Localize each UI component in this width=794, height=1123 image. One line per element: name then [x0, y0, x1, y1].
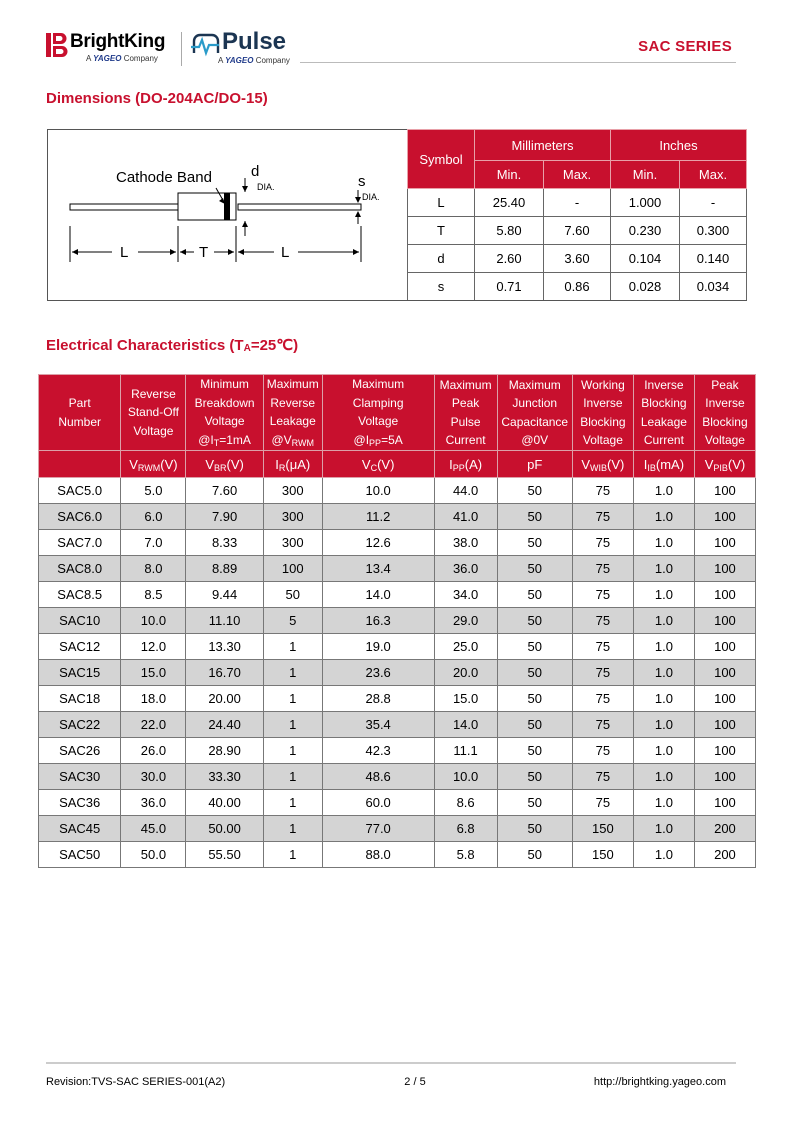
cell-vwib: 75 [572, 634, 633, 660]
cell-ir: 100 [263, 556, 322, 582]
cell-ipp: 44.0 [434, 478, 497, 504]
cell-part: SAC6.0 [39, 504, 121, 530]
cell-ipp: 14.0 [434, 712, 497, 738]
cell-ipp: 25.0 [434, 634, 497, 660]
footer-rule [46, 1062, 736, 1064]
cell-cj: 50 [497, 530, 572, 556]
hdr-iib: Inverse Blocking Leakage Current [633, 375, 694, 451]
cell-cj: 50 [497, 764, 572, 790]
cell-vbr: 28.90 [186, 738, 263, 764]
electrical-row [39, 790, 756, 816]
cell-vpib: 100 [694, 764, 755, 790]
dimension-row [408, 245, 747, 273]
pulse-name: Pulse [222, 28, 287, 55]
cell-vc: 42.3 [322, 738, 434, 764]
cell-ir: 5 [263, 608, 322, 634]
cell-vc: 88.0 [322, 842, 434, 868]
cell-vc: 28.8 [322, 686, 434, 712]
cell-iib: 1.0 [633, 582, 694, 608]
dimension-cell-in-min: 1.000 [611, 189, 680, 217]
cathode-band [224, 193, 230, 220]
inches-header: Inches [611, 130, 747, 161]
electrical-row [39, 608, 756, 634]
cell-ir: 300 [263, 478, 322, 504]
dimensions-table [407, 129, 747, 301]
cell-vc: 10.0 [322, 478, 434, 504]
cell-ir: 300 [263, 530, 322, 556]
cell-ipp: 6.8 [434, 816, 497, 842]
cell-part: SAC15 [39, 660, 121, 686]
cell-vwib: 75 [572, 556, 633, 582]
dimension-cell-in-max: - [680, 189, 747, 217]
cell-ir: 300 [263, 504, 322, 530]
cell-vc: 11.2 [322, 504, 434, 530]
cell-vbr: 55.50 [186, 842, 263, 868]
cell-ipp: 8.6 [434, 790, 497, 816]
lead-left [70, 204, 178, 210]
electrical-row [39, 816, 756, 842]
cell-iib: 1.0 [633, 504, 694, 530]
cell-vbr: 24.40 [186, 712, 263, 738]
cell-part: SAC10 [39, 608, 121, 634]
cell-ipp: 10.0 [434, 764, 497, 790]
cell-vrwm: 15.0 [121, 660, 186, 686]
electrical-row [39, 686, 756, 712]
in-max-header: Max. [680, 161, 747, 189]
cell-iib: 1.0 [633, 660, 694, 686]
cell-vc: 13.4 [322, 556, 434, 582]
cell-vc: 12.6 [322, 530, 434, 556]
cell-cj: 50 [497, 504, 572, 530]
d-dia-label: DIA. [257, 182, 275, 192]
cell-part: SAC8.5 [39, 582, 121, 608]
s-label: s [358, 173, 366, 190]
dimension-cell-mm-max: 0.86 [544, 273, 611, 301]
cell-vrwm: 12.0 [121, 634, 186, 660]
cell-iib: 1.0 [633, 608, 694, 634]
dimensions-title: Dimensions (DO-204AC/DO-15) [46, 90, 268, 107]
unit-iib: $I_{IB}(mA)$ [633, 451, 694, 478]
cell-cj: 50 [497, 738, 572, 764]
hdr-cj: Maximum Junction Capacitance @0V [497, 375, 572, 451]
dimensions-bottom-rule [47, 300, 747, 301]
cell-part: SAC45 [39, 816, 121, 842]
cell-vwib: 150 [572, 816, 633, 842]
cell-vrwm: 50.0 [121, 842, 186, 868]
cell-cj: 50 [497, 686, 572, 712]
cell-ipp: 5.8 [434, 842, 497, 868]
cell-ir: 1 [263, 842, 322, 868]
hdr-vrwm: Reverse Stand-Off Voltage [121, 375, 186, 451]
cell-part: SAC36 [39, 790, 121, 816]
footer-url: http://brightking.yageo.com [593, 1076, 726, 1088]
cell-part: SAC22 [39, 712, 121, 738]
footer-revision: Revision:TVS-SAC SERIES-001(A2) [46, 1076, 226, 1088]
dimension-cell-mm-max: - [544, 189, 611, 217]
cell-part: SAC7.0 [39, 530, 121, 556]
brightking-mark-icon [46, 33, 68, 57]
cell-vc: 48.6 [322, 764, 434, 790]
cell-cj: 50 [497, 842, 572, 868]
unit-vrwm: $V_{RWM}(V)$ [121, 451, 186, 478]
dimension-row [408, 189, 747, 217]
dimension-cell-in-max: 0.140 [680, 245, 747, 273]
cell-vwib: 150 [572, 842, 633, 868]
cell-vbr: 16.70 [186, 660, 263, 686]
electrical-table [38, 374, 756, 868]
l-left-label: L [120, 244, 129, 261]
cell-iib: 1.0 [633, 816, 694, 842]
cell-vc: 35.4 [322, 712, 434, 738]
dimension-cell-mm-min: 0.71 [475, 273, 544, 301]
cell-iib: 1.0 [633, 556, 694, 582]
cell-vc: 77.0 [322, 816, 434, 842]
cell-vpib: 200 [694, 816, 755, 842]
cell-ir: 50 [263, 582, 322, 608]
cell-vbr: 7.90 [186, 504, 263, 530]
electrical-units-row [39, 451, 756, 478]
electrical-row [39, 634, 756, 660]
t-label: T [199, 244, 209, 261]
cell-vwib: 75 [572, 686, 633, 712]
cell-vwib: 75 [572, 504, 633, 530]
dimension-cell-in-min: 0.230 [611, 217, 680, 245]
cell-vrwm: 26.0 [121, 738, 186, 764]
cell-vc: 16.3 [322, 608, 434, 634]
cell-vrwm: 22.0 [121, 712, 186, 738]
cell-cj: 50 [497, 634, 572, 660]
electrical-row [39, 712, 756, 738]
cell-vpib: 100 [694, 634, 755, 660]
cell-vrwm: 45.0 [121, 816, 186, 842]
cell-iib: 1.0 [633, 634, 694, 660]
cell-cj: 50 [497, 712, 572, 738]
cell-vrwm: 8.0 [121, 556, 186, 582]
cell-vpib: 100 [694, 790, 755, 816]
cell-ir: 1 [263, 764, 322, 790]
cell-vrwm: 36.0 [121, 790, 186, 816]
unit-ir: $I_R(\mu A)$ [263, 451, 322, 478]
cell-vpib: 100 [694, 556, 755, 582]
cell-vwib: 75 [572, 764, 633, 790]
cell-cj: 50 [497, 608, 572, 634]
cell-ir: 1 [263, 790, 322, 816]
unit-vbr: $V_{BR}(V)$ [186, 451, 263, 478]
cell-vwib: 75 [572, 478, 633, 504]
cell-vpib: 100 [694, 712, 755, 738]
cell-part: SAC18 [39, 686, 121, 712]
cell-vbr: 8.33 [186, 530, 263, 556]
package-drawing-box [47, 129, 407, 301]
cell-vwib: 75 [572, 582, 633, 608]
cell-vpib: 100 [694, 478, 755, 504]
dimension-cell-mm-min: 2.60 [475, 245, 544, 273]
cell-vwib: 75 [572, 738, 633, 764]
header-rule [300, 62, 736, 63]
cell-vrwm: 10.0 [121, 608, 186, 634]
cell-iib: 1.0 [633, 478, 694, 504]
cell-vrwm: 8.5 [121, 582, 186, 608]
cell-vrwm: 7.0 [121, 530, 186, 556]
cell-vwib: 75 [572, 608, 633, 634]
electrical-row [39, 504, 756, 530]
cell-vpib: 100 [694, 582, 755, 608]
in-min-header: Min. [611, 161, 680, 189]
series-title: SAC SERIES [638, 38, 732, 55]
cell-part: SAC26 [39, 738, 121, 764]
dimension-cell-sym: L [408, 189, 475, 217]
cell-iib: 1.0 [633, 764, 694, 790]
pulse-mark-icon [190, 33, 220, 57]
cell-vpib: 100 [694, 530, 755, 556]
unit-cj: pF [497, 451, 572, 478]
dimension-cell-in-min: 0.028 [611, 273, 680, 301]
cell-ir: 1 [263, 738, 322, 764]
hdr-vpib: Peak Inverse Blocking Voltage [694, 375, 755, 451]
dimension-row [408, 217, 747, 245]
cell-cj: 50 [497, 660, 572, 686]
cell-part: SAC8.0 [39, 556, 121, 582]
cell-ipp: 41.0 [434, 504, 497, 530]
cell-cj: 50 [497, 816, 572, 842]
cell-ipp: 20.0 [434, 660, 497, 686]
unit-ipp: $I_{PP}(A)$ [434, 451, 497, 478]
cell-ipp: 11.1 [434, 738, 497, 764]
cell-vwib: 75 [572, 530, 633, 556]
cell-ipp: 29.0 [434, 608, 497, 634]
cell-vrwm: 18.0 [121, 686, 186, 712]
electrical-row [39, 660, 756, 686]
hdr-ipp: Maximum Peak Pulse Current [434, 375, 497, 451]
cell-vbr: 20.00 [186, 686, 263, 712]
cell-vrwm: 6.0 [121, 504, 186, 530]
cell-vbr: 9.44 [186, 582, 263, 608]
cell-ipp: 15.0 [434, 686, 497, 712]
cell-vpib: 200 [694, 842, 755, 868]
cell-ipp: 34.0 [434, 582, 497, 608]
cell-vbr: 13.30 [186, 634, 263, 660]
cell-iib: 1.0 [633, 790, 694, 816]
cell-part: SAC50 [39, 842, 121, 868]
cell-vbr: 8.89 [186, 556, 263, 582]
electrical-row [39, 738, 756, 764]
dimension-cell-mm-min: 5.80 [475, 217, 544, 245]
cell-ir: 1 [263, 660, 322, 686]
mm-min-header: Min. [475, 161, 544, 189]
cell-vbr: 7.60 [186, 478, 263, 504]
cell-vc: 14.0 [322, 582, 434, 608]
s-dia-label: DIA. [362, 192, 380, 202]
unit-part [39, 451, 121, 478]
cell-vpib: 100 [694, 738, 755, 764]
cell-cj: 50 [497, 478, 572, 504]
l-right-label: L [281, 244, 290, 261]
electrical-row [39, 556, 756, 582]
cell-iib: 1.0 [633, 712, 694, 738]
cell-part: SAC5.0 [39, 478, 121, 504]
dimension-cell-in-max: 0.300 [680, 217, 747, 245]
cell-ir: 1 [263, 634, 322, 660]
cell-vbr: 40.00 [186, 790, 263, 816]
cell-vwib: 75 [572, 660, 633, 686]
cell-ir: 1 [263, 712, 322, 738]
electrical-title: Electrical Characteristics $(T_A=25℃)$ [46, 337, 299, 354]
electrical-row [39, 582, 756, 608]
hdr-part: Part Number [39, 375, 121, 451]
unit-vpib: $V_{PIB}(V)$ [694, 451, 755, 478]
d-label: d [251, 163, 260, 180]
cell-vrwm: 30.0 [121, 764, 186, 790]
cell-iib: 1.0 [633, 686, 694, 712]
brightking-subtitle: A YAGEO Company [86, 54, 158, 63]
package-drawing [48, 130, 408, 302]
pulse-subtitle: A YAGEO Company [218, 56, 290, 65]
cell-vpib: 100 [694, 660, 755, 686]
unit-vc: $V_C(V)$ [322, 451, 434, 478]
dimension-cell-in-max: 0.034 [680, 273, 747, 301]
hdr-vc: Maximum Clamping Voltage $@I_{PP}=5A$ [322, 375, 434, 451]
cell-vbr: 33.30 [186, 764, 263, 790]
dimension-cell-mm-max: 3.60 [544, 245, 611, 273]
cell-ipp: 36.0 [434, 556, 497, 582]
electrical-row [39, 842, 756, 868]
brightking-name: BrightKing [70, 31, 166, 52]
pulse-logo [190, 28, 310, 68]
cell-vpib: 100 [694, 608, 755, 634]
cell-vc: 19.0 [322, 634, 434, 660]
cell-cj: 50 [497, 556, 572, 582]
logo-divider [181, 32, 182, 66]
cell-vpib: 100 [694, 504, 755, 530]
electrical-row [39, 764, 756, 790]
hdr-vbr: Minimum Breakdown Voltage $@I_T=1mA$ [186, 375, 263, 451]
dimension-cell-sym: s [408, 273, 475, 301]
millimeters-header: Millimeters [475, 130, 611, 161]
cell-iib: 1.0 [633, 530, 694, 556]
hdr-ir: Maximum Reverse Leakage $@V_{RWM}$ [263, 375, 322, 451]
cell-cj: 50 [497, 790, 572, 816]
cell-part: SAC30 [39, 764, 121, 790]
lead-right [238, 204, 361, 210]
cell-ir: 1 [263, 816, 322, 842]
electrical-header-row [39, 375, 756, 451]
cell-ir: 1 [263, 686, 322, 712]
symbol-header: Symbol [408, 130, 475, 189]
cell-iib: 1.0 [633, 738, 694, 764]
dimension-row [408, 273, 747, 301]
dimension-cell-in-min: 0.104 [611, 245, 680, 273]
dimension-cell-mm-min: 25.40 [475, 189, 544, 217]
cathode-band-label: Cathode Band [116, 169, 212, 186]
cell-vc: 60.0 [322, 790, 434, 816]
electrical-row [39, 478, 756, 504]
footer-page-number: 2 / 5 [404, 1076, 426, 1088]
cell-vpib: 100 [694, 686, 755, 712]
electrical-row [39, 530, 756, 556]
cell-cj: 50 [497, 582, 572, 608]
cell-vbr: 50.00 [186, 816, 263, 842]
cell-part: SAC12 [39, 634, 121, 660]
unit-vwib: $V_{WIB}(V)$ [572, 451, 633, 478]
cell-vwib: 75 [572, 712, 633, 738]
hdr-vwib: Working Inverse Blocking Voltage [572, 375, 633, 451]
cell-vwib: 75 [572, 790, 633, 816]
mm-max-header: Max. [544, 161, 611, 189]
cell-iib: 1.0 [633, 842, 694, 868]
dimension-cell-sym: d [408, 245, 475, 273]
dimension-cell-mm-max: 7.60 [544, 217, 611, 245]
cell-vc: 23.6 [322, 660, 434, 686]
brightking-logo [46, 30, 176, 68]
cell-vbr: 11.10 [186, 608, 263, 634]
dimension-cell-sym: T [408, 217, 475, 245]
cell-ipp: 38.0 [434, 530, 497, 556]
cell-vrwm: 5.0 [121, 478, 186, 504]
